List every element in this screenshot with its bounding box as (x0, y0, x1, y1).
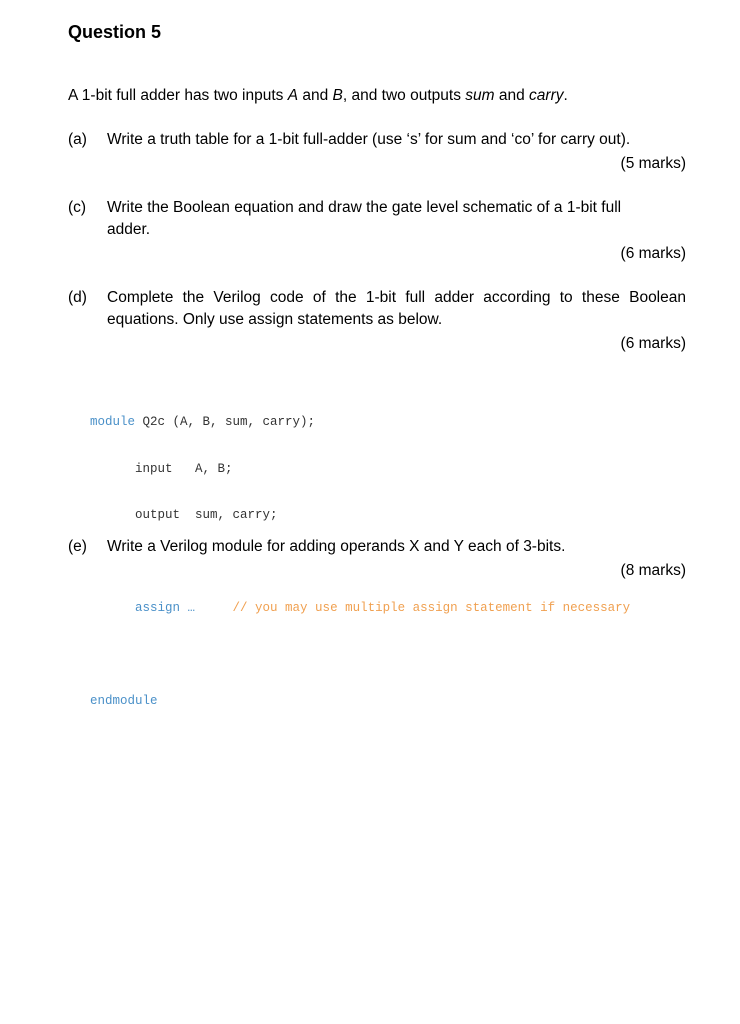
code-line-assign (90, 601, 630, 617)
code-line-output: output sum, carry; (90, 508, 278, 522)
code-line-module: module Q2c (A, B, sum, carry); (90, 415, 316, 429)
assign-keyword: assign … (135, 601, 196, 615)
question-c-text: Write the Boolean equation and draw the gate level schematic of a 1-bit full adder. (107, 199, 622, 238)
code-line-endmodule: endmodule (90, 694, 158, 708)
intro-paragraph: A 1-bit full adder has two inputs A and B, and two outputs sum and carry. (68, 87, 568, 104)
question-c-label: (c) (68, 199, 87, 216)
code-comment: // you may use multiple assign statement if necessary (232, 601, 631, 615)
code-line-input: input A, B; (90, 461, 233, 476)
question-e-label: (e) (68, 538, 87, 555)
question-a-label: (a) (68, 131, 87, 148)
question-d-text: Complete the Verilog code of the 1-bit full adder according to these Boolean equations. Only use assign statements as below. (107, 289, 686, 328)
question-a (68, 129, 686, 175)
question-e-marks: (8 marks) (620, 562, 686, 579)
question-e-text: Write a Verilog module for adding operands X and Y each of 3-bits. (107, 538, 566, 555)
question-d (68, 287, 686, 355)
page-title: Question 5 (68, 22, 162, 42)
question-d-marks: (6 marks) (620, 335, 686, 352)
question-d-label: (d) (68, 289, 87, 306)
question-a-marks: (5 marks) (620, 155, 686, 172)
question-e (68, 536, 686, 582)
question-c-marks: (6 marks) (620, 245, 686, 262)
question-c (68, 197, 686, 265)
module-keyword: module (90, 415, 136, 429)
question-a-text: Write a truth table for a 1-bit full-adder (use ‘s’ for sum and ‘co’ for carry out). (107, 131, 631, 148)
